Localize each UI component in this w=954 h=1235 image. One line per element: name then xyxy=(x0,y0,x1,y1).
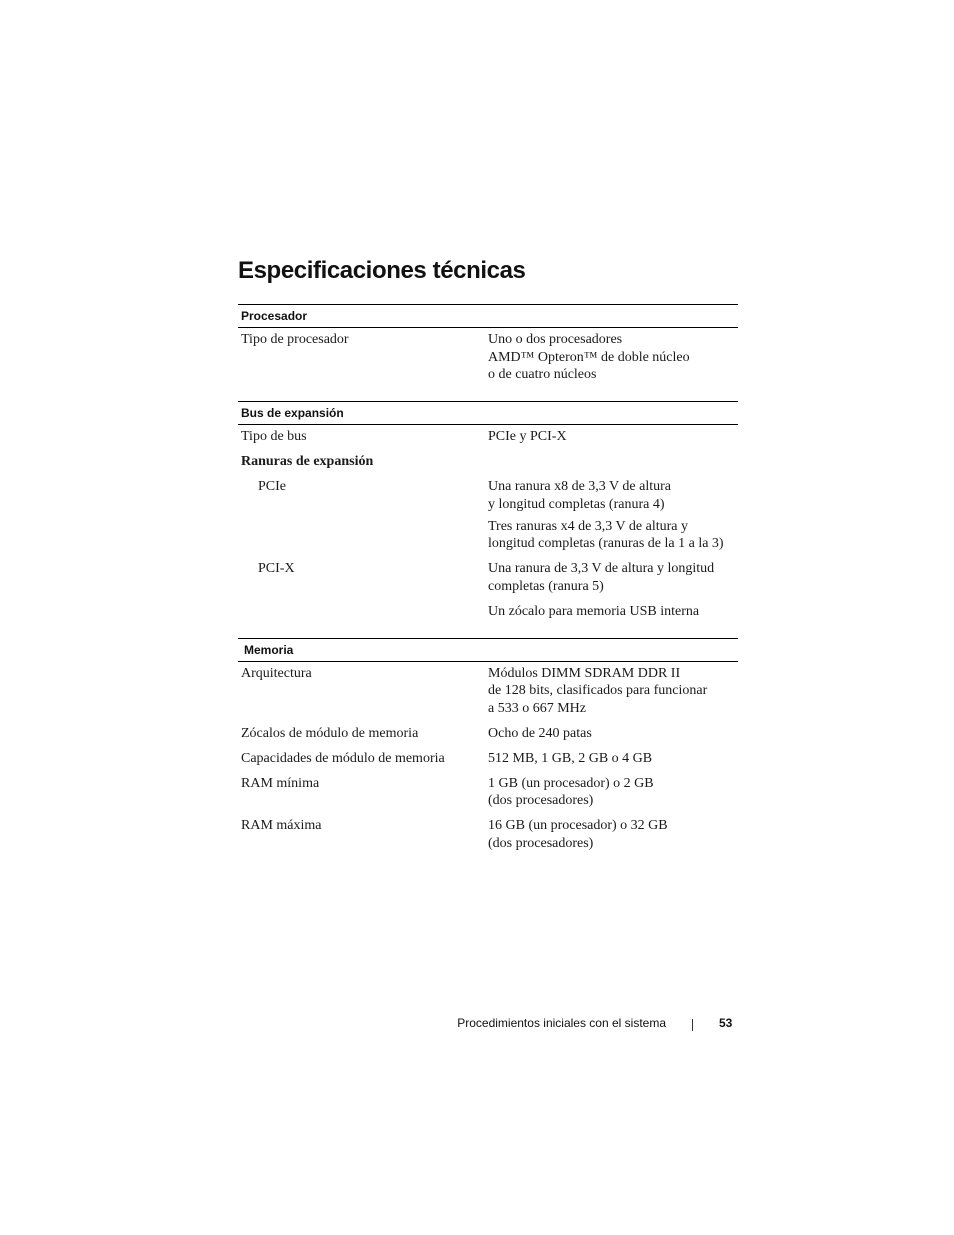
spec-row-zocalos xyxy=(238,725,738,743)
spec-value-line: Tres ranuras x4 de 3,3 V de altura y xyxy=(488,518,688,534)
section-body-memoria xyxy=(238,662,738,870)
spec-row-ram-maxima xyxy=(238,817,738,852)
spec-value-line: (dos procesadores) xyxy=(488,835,594,851)
spec-value-line: y longitud completas (ranura 4) xyxy=(488,496,665,512)
spec-label: Arquitectura xyxy=(241,665,312,681)
page-title: Especificaciones técnicas xyxy=(238,257,526,284)
spec-row-ram-minima xyxy=(238,775,738,810)
spec-label: RAM máxima xyxy=(241,818,322,833)
page-footer xyxy=(0,1016,954,1034)
spec-value xyxy=(488,560,738,595)
spec-value xyxy=(488,665,738,718)
spec-value: PCIe y PCI-X xyxy=(488,429,567,444)
spec-label: Tipo de bus xyxy=(241,429,307,444)
spec-value-line: de 128 bits, clasificados para funcionar xyxy=(488,683,708,698)
section-body-procesador xyxy=(238,328,738,401)
spec-row-capacidades xyxy=(238,750,738,768)
spec-table xyxy=(238,304,738,870)
spec-subheading: Ranuras de expansión xyxy=(241,454,374,469)
spec-label: PCI-X xyxy=(258,561,295,576)
spec-value-line: Una ranura de 3,3 V de altura y longitud xyxy=(488,561,715,576)
spec-row-ranuras xyxy=(238,453,738,471)
spec-value: 512 MB, 1 GB, 2 GB o 4 GB xyxy=(488,750,653,766)
section-heading-bus: Bus de expansión xyxy=(238,401,738,425)
spec-label: Capacidades de módulo de memoria xyxy=(241,750,445,766)
page-number: 53 xyxy=(719,1016,733,1030)
spec-value: Ocho de 240 patas xyxy=(488,725,592,741)
spec-value-line: 16 GB (un procesador) o 32 GB xyxy=(488,818,668,833)
section-heading-memoria: Memoria xyxy=(238,638,738,662)
spec-row-tipo-bus xyxy=(238,428,738,446)
spec-value-line: (dos procesadores) xyxy=(488,793,594,808)
section-body-bus xyxy=(238,425,738,638)
spec-label: RAM mínima xyxy=(241,775,320,791)
footer-chapter-title: Procedimientos iniciales con el sistema xyxy=(457,1016,666,1030)
spec-value-line: o de cuatro núcleos xyxy=(488,367,597,382)
spec-value: Un zócalo para memoria USB interna xyxy=(488,603,700,619)
spec-row-pcix xyxy=(238,560,738,595)
spec-value-line: Módulos DIMM SDRAM DDR II xyxy=(488,665,681,681)
spec-value xyxy=(488,478,738,513)
spec-value-line: a 533 o 667 MHz xyxy=(488,700,586,716)
spec-label: Tipo de procesador xyxy=(241,332,349,347)
spec-value xyxy=(488,775,738,810)
spec-value-line: Una ranura x8 de 3,3 V de altura xyxy=(488,479,671,494)
spec-row-tipo-procesador xyxy=(238,331,738,384)
spec-value xyxy=(488,518,738,553)
spec-value-line: 1 GB (un procesador) o 2 GB xyxy=(488,775,654,791)
spec-value xyxy=(488,817,738,852)
spec-label: PCIe xyxy=(258,479,286,494)
spec-row-usb xyxy=(238,603,738,621)
section-heading-procesador: Procesador xyxy=(238,304,738,328)
spec-value-line: AMD™ Opteron™ de doble núcleo xyxy=(488,349,690,365)
spec-value-line: longitud completas (ranuras de la 1 a la 3) xyxy=(488,536,724,551)
spec-value xyxy=(488,331,738,384)
footer-separator xyxy=(692,1019,693,1031)
spec-row-pcie-cont xyxy=(238,518,738,553)
spec-value-line: completas (ranura 5) xyxy=(488,578,604,594)
spec-value-line: Uno o dos procesadores xyxy=(488,332,623,347)
spec-row-pcie xyxy=(238,478,738,513)
spec-row-arquitectura xyxy=(238,665,738,718)
spec-label: Zócalos de módulo de memoria xyxy=(241,725,419,741)
